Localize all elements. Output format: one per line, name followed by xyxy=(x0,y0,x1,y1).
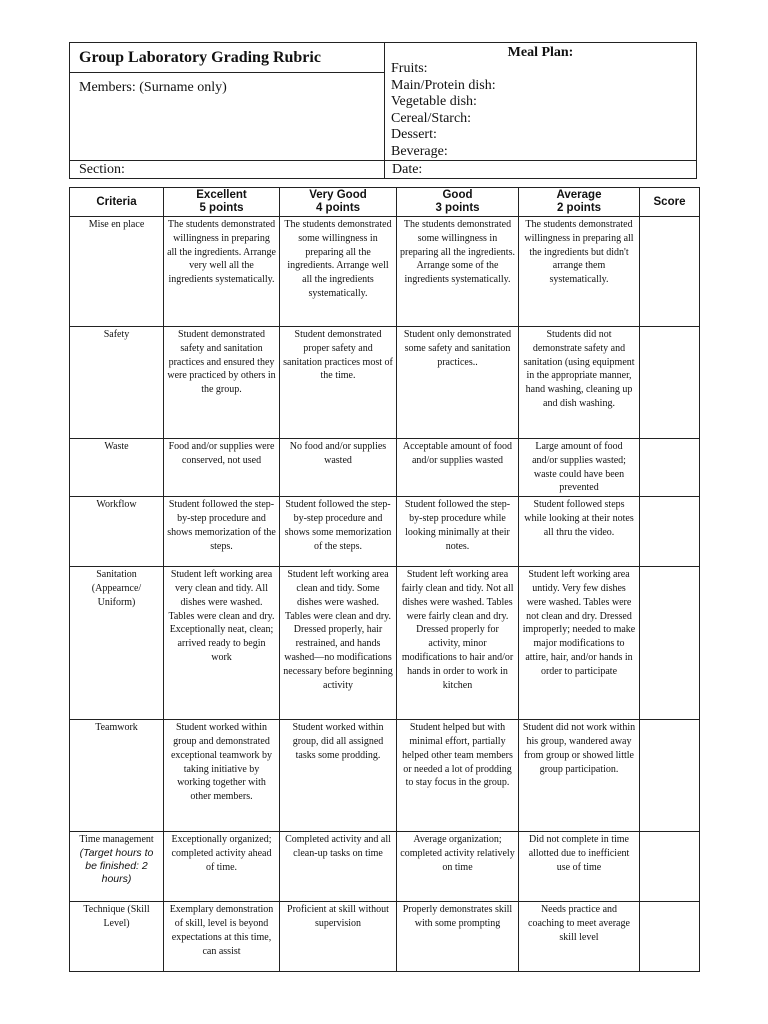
excellent-cell: Student left working area very clean and tidy. All dishes were washed. Tables were clean and dry. Exceptionally neat, clean; arrived ready to begin work xyxy=(164,567,280,720)
col-good-label: Good xyxy=(442,189,473,201)
average-cell: Student left working area untidy. Very few dishes were washed. Tables were not clean and dry. Dressed improperly; needed to make major modifications to attire, hair, and/or hands in order to participate xyxy=(519,567,640,720)
good-cell: Properly demonstrates skill with some prompting xyxy=(397,902,519,972)
col-average-points: 2 points xyxy=(556,202,602,214)
good-cell: Student followed the step-by-step procedure while looking minimally at their notes. xyxy=(397,497,519,567)
meal-item-beverage: Beverage: xyxy=(391,143,448,159)
criteria-cell: Waste xyxy=(70,439,164,497)
table-header-row xyxy=(70,188,700,217)
meal-item-vegetable: Vegetable dish: xyxy=(391,94,477,109)
col-average-label: Average xyxy=(556,189,602,201)
criteria-cell: Mise en place xyxy=(70,217,164,327)
good-cell: Student left working area fairly clean and tidy. Not all dishes were washed. Tables were fairly clean and dry. Dressed properly for activity, minor modifications to hair and/or hands in order to work in kitchen xyxy=(397,567,519,720)
meal-item-main: Main/Protein dish: xyxy=(391,77,496,93)
score-cell[interactable] xyxy=(640,720,700,832)
good-cell: The students demonstrated some willingness in preparing all the ingredients. Arrange some of the ingredients systematically. xyxy=(397,217,519,327)
col-good xyxy=(397,188,519,217)
meal-plan-panel xyxy=(385,43,696,161)
average-cell: Did not complete in time allotted due to inefficient use of time xyxy=(519,832,640,902)
average-cell: Students did not demonstrate safety and sanitation (using equipment in the appropriate manner, hand washing, cleaning up and dish washing. xyxy=(519,327,640,439)
table-row xyxy=(70,439,700,497)
table-row xyxy=(70,567,700,720)
table-row xyxy=(70,902,700,972)
meal-item-fruits: Fruits: xyxy=(391,61,428,76)
excellent-cell: Student worked within group and demonstrated exceptional teamwork by taking initiative by working together with other members. xyxy=(164,720,280,832)
meal-item-dessert: Dessert: xyxy=(391,127,437,142)
meal-plan-list xyxy=(391,61,496,160)
col-very-good-label: Very Good xyxy=(309,189,367,201)
score-cell[interactable] xyxy=(640,832,700,902)
average-cell: Needs practice and coaching to meet average skill level xyxy=(519,902,640,972)
criteria-label: Time management xyxy=(79,834,154,846)
section-label: Section: xyxy=(79,162,125,177)
average-cell: Large amount of food and/or supplies wasted; waste could have been prevented xyxy=(519,439,640,497)
very-good-cell: Student demonstrated proper safety and sanitation practices most of the time. xyxy=(280,327,397,439)
table-row xyxy=(70,497,700,567)
very-good-cell: No food and/or supplies wasted xyxy=(280,439,397,497)
rubric-table xyxy=(69,187,700,972)
score-cell[interactable] xyxy=(640,902,700,972)
table-row xyxy=(70,720,700,832)
criteria-cell: Teamwork xyxy=(70,720,164,832)
good-cell: Average organization; completed activity relatively on time xyxy=(397,832,519,902)
header-box xyxy=(69,42,697,179)
members-label: Members: (Surname only) xyxy=(79,80,227,95)
page-title: Group Laboratory Grading Rubric xyxy=(70,43,385,73)
header-divider xyxy=(384,161,385,178)
good-cell: Acceptable amount of food and/or supplies wasted xyxy=(397,439,519,497)
excellent-cell: Exceptionally organized; completed activity ahead of time. xyxy=(164,832,280,902)
col-average xyxy=(519,188,640,217)
table-row xyxy=(70,327,700,439)
score-cell[interactable] xyxy=(640,439,700,497)
meal-item-cereal: Cereal/Starch: xyxy=(391,110,472,126)
average-cell: The students demonstrated willingness in preparing all the ingredients but didn't arrange them systematically. xyxy=(519,217,640,327)
average-cell: Student followed steps while looking at their notes all thru the video. xyxy=(519,497,640,567)
score-cell[interactable] xyxy=(640,567,700,720)
very-good-cell: Student followed the step-by-step procedure and shows some memorization of the steps. xyxy=(280,497,397,567)
col-excellent-points: 5 points xyxy=(199,202,244,214)
excellent-cell: Student demonstrated safety and sanitation practices and ensured they were practiced by others in the group. xyxy=(164,327,280,439)
header-bottom-row xyxy=(70,160,696,178)
col-excellent-label: Excellent xyxy=(196,189,247,201)
very-good-cell: Proficient at skill without supervision xyxy=(280,902,397,972)
score-cell[interactable] xyxy=(640,217,700,327)
col-very-good-points: 4 points xyxy=(315,202,361,214)
average-cell: Student did not work within his group, wandered away from group or showed little group participation. xyxy=(519,720,640,832)
col-very-good xyxy=(280,188,397,217)
col-criteria: Criteria xyxy=(70,188,164,217)
very-good-cell: Completed activity and all clean-up tasks on time xyxy=(280,832,397,902)
col-good-points: 3 points xyxy=(435,202,480,214)
very-good-cell: Student left working area clean and tidy. Some dishes were washed. Tables were clean and dry. Dressed properly, hair restrained, and hands washed—no modifications necessary before beginning activity xyxy=(280,567,397,720)
date-label: Date: xyxy=(392,162,423,177)
criteria-cell: Sanitation (Appearnce/ Uniform) xyxy=(70,567,164,720)
excellent-cell: Student followed the step-by-step procedure and shows memorization of the steps. xyxy=(164,497,280,567)
score-cell[interactable] xyxy=(640,497,700,567)
col-excellent xyxy=(164,188,280,217)
excellent-cell: Food and/or supplies were conserved, not used xyxy=(164,439,280,497)
table-row xyxy=(70,217,700,327)
header-left-panel xyxy=(70,43,385,161)
very-good-cell: Student worked within group, did all assigned tasks some prodding. xyxy=(280,720,397,832)
score-cell[interactable] xyxy=(640,327,700,439)
table-row xyxy=(70,832,700,902)
good-cell: Student helped but with minimal effort, partially helped other team members or needed a lot of prodding to stay focus in the group. xyxy=(397,720,519,832)
criteria-cell xyxy=(70,832,164,902)
criteria-cell: Safety xyxy=(70,327,164,439)
col-score: Score xyxy=(640,188,700,217)
excellent-cell: The students demonstrated willingness in preparing all the ingredients. Arrange very well all the ingredients systematically. xyxy=(164,217,280,327)
criteria-note: (Target hours to be finished: 2 hours) xyxy=(79,846,154,885)
very-good-cell: The students demonstrated some willingness in preparing all the ingredients. Arrange well all the ingredients systematically. xyxy=(280,217,397,327)
good-cell: Student only demonstrated some safety and sanitation practices.. xyxy=(397,327,519,439)
criteria-cell: Workflow xyxy=(70,497,164,567)
criteria-cell: Technique (Skill Level) xyxy=(70,902,164,972)
excellent-cell: Exemplary demonstration of skill, level is beyond expectations at this time, can assist xyxy=(164,902,280,972)
meal-plan-title: Meal Plan: xyxy=(507,45,574,60)
